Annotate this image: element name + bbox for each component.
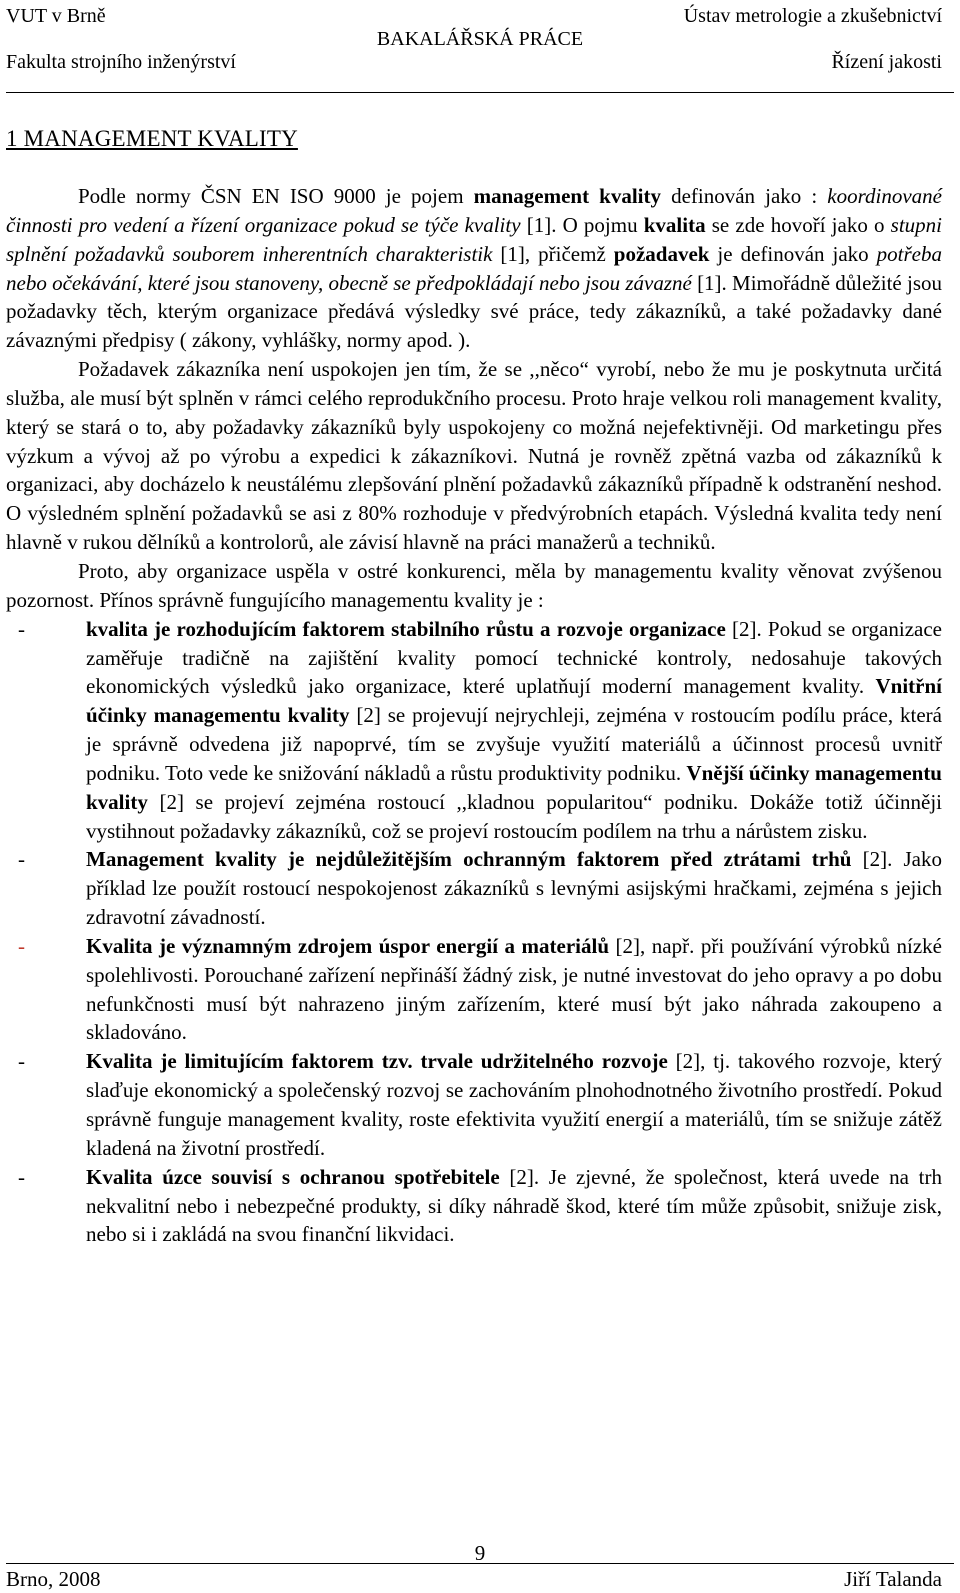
footer-author: Jiří Talanda	[844, 1567, 942, 1591]
list-dash: -	[18, 1049, 25, 1074]
page-number: 9	[474, 1541, 486, 1565]
list-dash: -	[18, 616, 25, 641]
header-document-type: BAKALÁŘSKÁ PRÁCE	[376, 28, 584, 50]
list-item: - kvalita je rozhodujícím faktorem stabilního růstu a rozvoje organizace [2]. Pokud se organizace zaměřuje tradičně na zajištění kvality pomocí technické kontroly, nedosahuje takových ekonomických výsledků jako organizace, které uplatňují moderní management kvality. Vnitřní účinky managementu kvality [2] se projevují nejrychleji, zejména v rostoucím podílu práce, která je správně odvedena již napoprvé, tím se zvyšuje využití materiálů a účinnost procesů uvnitř podniku. Toto vede ke snižování nákladů a růstu produktivity podniku. Vnější účinky managementu kvality [2] se projeví zejména rostoucí ,,kladnou popularitou“ podniku. Dokáže totiž účinněji vystihnout požadavky zákazníků, což se projeví rostoucím podílem na trhu a nárůstem zisku.	[18, 616, 942, 843]
list-item: - Kvalita je limitujícím faktorem tzv. trvale udržitelného rozvoje [2], tj. takového rozvoje, který slaďuje ekonomický a společenský rozvoj se zachováním plnohodnotného životního prostředí. Pokud správně funguje management kvality, roste efektivita využití energií a materiálů, tím se snižuje zátěž kladená na životní prostředí.	[18, 1049, 942, 1160]
list-dash: -	[18, 933, 25, 958]
paragraph-customer-requirements: Požadavek zákazníka není uspokojen jen tím, že se ,,něco“ vyrobí, nebo že mu je poskytnuta určitá služba, ale musí být splněn v rámci celého reprodukčního procesu. Proto hraje velkou roli management kvality, který se stará o to, aby požadavky zákazníků byly uspokojeny co možná nejefektivněji. Od marketingu přes výzkum a vývoj až po výrobu a expedici k zákazníkovi. Nutná je rovněž zpětná vazba od zákazníků k organizaci, aby docházelo k neustálému zlepšování plnění požadavků zákazníků případně k odstranění neshod. O výsledném splnění požadavků se asi z 80% rozhoduje v předvýrobních etapách. Výsledná kvalita tedy není hlavně v rukou dělníků a kontrolorů, ale závisí hlavně na práci manažerů a techniků.	[6, 357, 942, 555]
footer-divider	[6, 1563, 954, 1564]
header-subject: Řízení jakosti	[831, 51, 942, 73]
document-body	[6, 182, 942, 1249]
list-dash: -	[18, 847, 25, 872]
list-item: - Kvalita je významným zdrojem úspor energií a materiálů [2], např. při používání výrobků nízké spolehlivosti. Porouchané zařízení nepřináší žádný zisk, je nutné investovat do jeho opravy a po dobu nefunkčnosti musí být nahrazeno jiným zařízením, které musí být jako náhrada zakoupeno a skladováno.	[18, 933, 942, 1045]
header-divider	[6, 92, 954, 93]
header-faculty: Fakulta strojního inženýrství	[6, 51, 236, 73]
list-item: - Kvalita úzce souvisí s ochranou spotřebitele [2]. Je zjevné, že společnost, která uvede na trh nekvalitní nebo i nebezpečné produkty, si díky náhradě škod, které tím může způsobit, snižuje zisk, nebo si i zakládá na svou finanční likvidaci.	[18, 1164, 942, 1247]
footer-place-year: Brno, 2008	[6, 1567, 101, 1591]
paragraph-benefits-intro: Proto, aby organizace uspěla v ostré konkurenci, měla by managementu kvality věnovat zvýšenou pozornost. Přínos správně fungujícího managementu kvality je :	[6, 558, 942, 612]
header-institute: Ústav metrologie a zkušebnictví	[683, 5, 942, 27]
list-dash: -	[18, 1164, 25, 1189]
chapter-heading: 1 MANAGEMENT KVALITY	[6, 126, 298, 151]
paragraph-definition: Podle normy ČSN EN ISO 9000 je pojem management kvality definován jako : koordinované činnosti pro vedení a řízení organizace pokud se týče kvality [1]. O pojmu kvalita se zde hovoří jako o stupni splnění požadavků souborem inherentních charakteristik [1], přičemž požadavek je definován jako potřeba nebo očekávání, které jsou stanoveny, obecně se předpokládají nebo jsou závazné [1]. Mimořádně důležité jsou požadavky těch, kterým organizace předává výsledky své práce, tedy zákazníků, a také požadavky dané závaznými předpisy ( zákony, vyhlášky, normy apod. ).	[6, 184, 942, 353]
header-school: VUT v Brně	[6, 5, 106, 27]
list-item: - Management kvality je nejdůležitějším ochranným faktorem před ztrátami trhů [2]. Jako příklad lze použít rostoucí nespokojenost zákazníků s levnými asijskými hračkami, zejména s jejich zdravotní závadností.	[18, 847, 943, 930]
